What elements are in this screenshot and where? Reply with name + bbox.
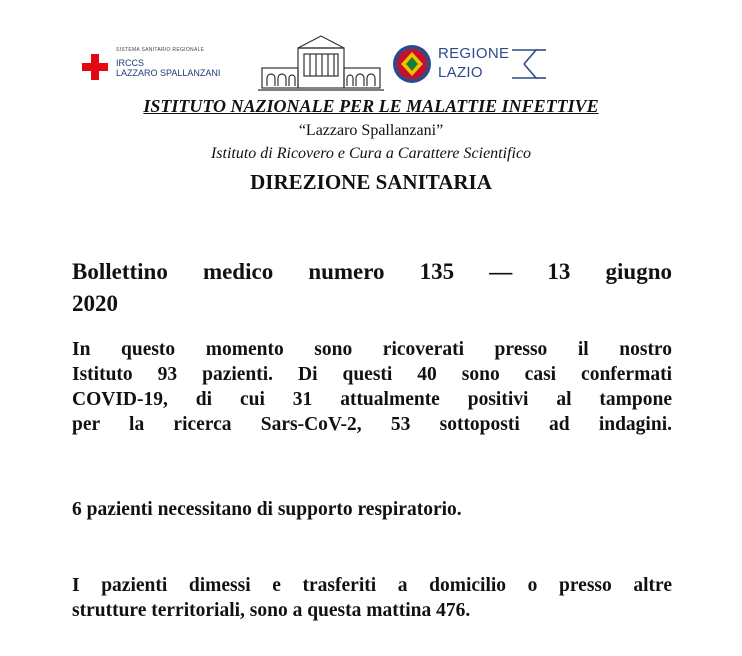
regione-lazio-logo (392, 42, 552, 86)
respiratory-support-paragraph (72, 497, 672, 522)
chevron-arrows-icon (508, 46, 548, 82)
paragraph-line: COVID-19, di cui 31 attualmente positivi al tampone (72, 389, 672, 410)
institute-name: “Lazzaro Spallanzani” (298, 122, 444, 139)
institute-heading: ISTITUTO NAZIONALE PER LE MALATTIE INFETTIVE (143, 96, 599, 116)
bulletin-title-year: 2020 (72, 291, 118, 316)
department-heading: DIREZIONE SANITARIA (250, 170, 492, 194)
lazio-label: LAZIO (438, 64, 483, 81)
bulletin-title-line: Bollettino medico numero 135 — 13 giugno (72, 259, 672, 284)
hospital-building-icon (258, 34, 384, 92)
discharged-paragraph (72, 573, 672, 623)
hospitalized-paragraph (72, 337, 672, 437)
institute-type: Istituto di Ricovero e Cura a Carattere Scientifico (210, 145, 532, 162)
paragraph-line: I pazienti dimessi e trasferiti a domicilio o presso altre (72, 575, 672, 596)
regione-label: REGIONE (438, 45, 510, 62)
paragraph-line: In questo momento sono ricoverati presso il nostro (72, 339, 672, 360)
irccs-logo (82, 44, 252, 84)
paragraph-line: strutture territoriali, sono a questa mattina 476. (72, 600, 471, 621)
irccs-caption: SISTEMA SANITARIO REGIONALE (116, 47, 205, 53)
regional-emblem-icon (392, 44, 432, 84)
irccs-label: IRCCS (116, 58, 145, 68)
paragraph-line: Istituto 93 pazienti. Di questi 40 sono casi confermati (72, 364, 672, 385)
red-cross-icon (82, 54, 108, 80)
bulletin-title (72, 256, 672, 320)
irccs-name: LAZZARO SPALLANZANI (116, 68, 221, 78)
paragraph-line: per la ricerca Sars-CoV-2, 53 sottoposti ad indagini. (72, 414, 672, 435)
paragraph-line: 6 pazienti necessitano di supporto respiratorio. (72, 499, 462, 520)
